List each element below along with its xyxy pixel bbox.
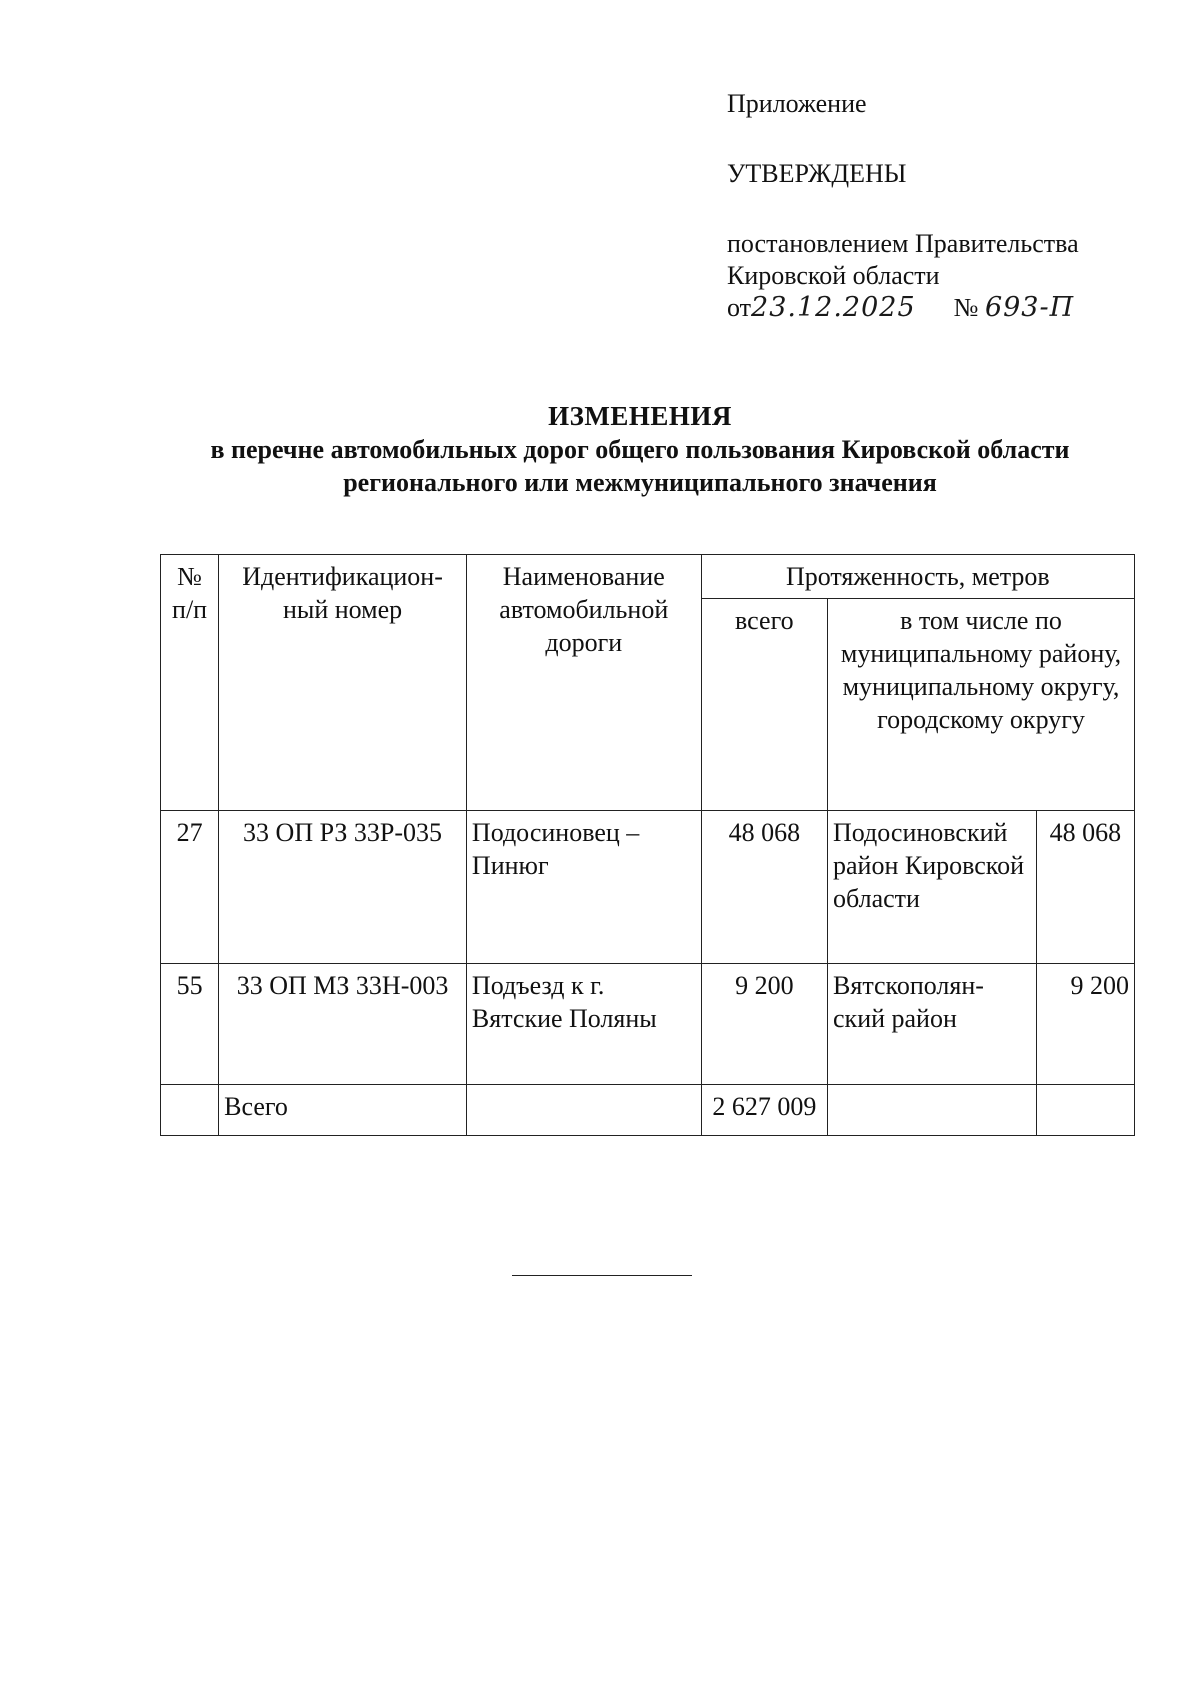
totals-district (828, 1085, 1037, 1136)
header-total: всего (701, 599, 827, 811)
row-district: Подосиновский район Кировской области (828, 811, 1037, 964)
title-line-3: регионального или межмуниципального значения (343, 468, 937, 497)
row-district-length: 9 200 (1036, 964, 1134, 1085)
row-num: 27 (161, 811, 219, 964)
approval-stamp (727, 88, 1167, 324)
row-name: Подосиновец – Пинюг (466, 811, 701, 964)
totals-total: 2 627 009 (701, 1085, 827, 1136)
row-name: Подъезд к г. Вятские Поляны (466, 964, 701, 1085)
header-num: № п/п (161, 555, 219, 811)
row-district-length: 48 068 (1036, 811, 1134, 964)
roads-table (160, 554, 1135, 1136)
header-including: в том числе по муниципальному району, муниципальному округу, городскому округу (828, 599, 1135, 811)
row-total: 48 068 (701, 811, 827, 964)
totals-num (161, 1085, 219, 1136)
title-line-2: в перечне автомобильных дорог общего пользования Кировской области (210, 435, 1070, 464)
approved-label: УТВЕРЖДЕНЫ (727, 159, 907, 188)
date-prefix: от (727, 293, 752, 322)
appendix-label: Приложение (727, 89, 867, 118)
table-header-row (161, 555, 1135, 599)
end-divider (512, 1275, 692, 1276)
decree-line-1: постановлением Правительства (727, 229, 1079, 258)
row-num: 55 (161, 964, 219, 1085)
header-id: Идентификацион-ный номер (219, 555, 467, 811)
number-prefix: № (953, 293, 979, 322)
table-totals-row (161, 1085, 1135, 1136)
totals-district-length (1036, 1085, 1134, 1136)
totals-name (466, 1085, 701, 1136)
decree-line-2: Кировской области (727, 261, 940, 290)
row-id: 33 ОП РЗ 33Р-035 (219, 811, 467, 964)
header-length: Протяженность, метров (701, 555, 1134, 599)
title-main: ИЗМЕНЕНИЯ (548, 401, 732, 431)
row-id: 33 ОП МЗ 33Н-003 (219, 964, 467, 1085)
table-row (161, 811, 1135, 964)
handwritten-date: 23.12.2025 (751, 292, 916, 323)
handwritten-number: 693-П (984, 292, 1075, 323)
table-row (161, 964, 1135, 1085)
row-district: Вятскополян-ский район (828, 964, 1037, 1085)
row-total: 9 200 (701, 964, 827, 1085)
decree-date-row (727, 292, 1167, 324)
header-name: Наименование автомобильной дороги (466, 555, 701, 811)
totals-label: Всего (219, 1085, 467, 1136)
document-title (140, 400, 1140, 499)
